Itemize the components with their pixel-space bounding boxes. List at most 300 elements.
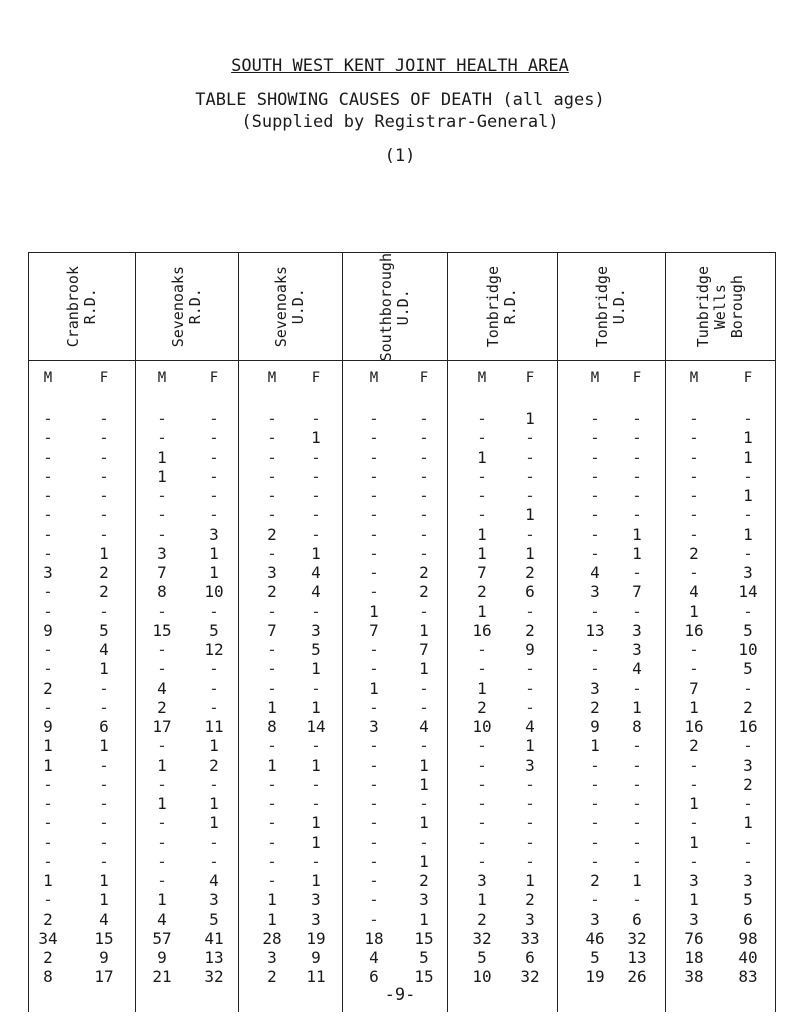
column-divider (135, 252, 136, 1012)
table-cell: 3 (689, 909, 699, 929)
male-label: M (477, 370, 487, 386)
table-cell: - (157, 524, 167, 544)
column-header (665, 258, 775, 356)
table-cell: - (419, 428, 429, 448)
table-cell: - (632, 486, 642, 505)
table-cell: - (477, 505, 487, 525)
table-cell: - (43, 466, 53, 486)
table-cell: 9 (99, 948, 109, 967)
table-cell: 1 (419, 620, 429, 640)
table-cell: - (43, 697, 53, 717)
table-cell: 2 (267, 524, 277, 544)
female-label: F (632, 370, 642, 386)
table-cell: - (743, 736, 753, 756)
table-cell: - (267, 774, 277, 794)
table-cell: 5 (209, 620, 219, 640)
table-cell: 28 (262, 928, 282, 948)
table-cell: - (525, 486, 535, 505)
table-cell: - (209, 697, 219, 717)
table-cell: 8 (43, 967, 53, 987)
table-cell: - (689, 428, 699, 448)
table-cell: - (525, 813, 535, 833)
table-cell: 1 (157, 755, 167, 775)
table-cell: 10 (472, 717, 492, 736)
column-header (28, 258, 135, 356)
table-cell: 4 (99, 640, 109, 659)
table-cell: - (311, 851, 321, 871)
table-cell: - (525, 601, 535, 621)
table-cell: 26 (627, 967, 647, 987)
table-cell: - (43, 851, 53, 871)
data-source-note: (Supplied by Registrar-General) (241, 112, 559, 132)
table-cell: 4 (689, 582, 699, 602)
table-cell: - (419, 447, 429, 467)
table-cell: - (43, 640, 53, 659)
table-cell: 16 (684, 620, 704, 640)
table-cell: 8 (267, 717, 277, 736)
table-cell: 7 (689, 678, 699, 698)
table-cell: - (369, 755, 379, 775)
table-cell: 3 (477, 871, 487, 890)
table-cell: 1 (311, 813, 321, 833)
table-cell: 3 (267, 563, 277, 582)
column-header (557, 258, 665, 356)
table-cell: - (590, 428, 600, 448)
table-cell: 1 (43, 871, 53, 890)
table-cell: 98 (738, 928, 758, 948)
table-cell: - (743, 409, 753, 428)
table-cell: 6 (525, 948, 535, 967)
table-subtitle: TABLE SHOWING CAUSES OF DEATH (all ages) (195, 90, 605, 110)
table-cell: 5 (99, 620, 109, 640)
table-cell: - (632, 409, 642, 428)
table-cell: - (689, 505, 699, 525)
table-cell: 3 (267, 948, 277, 967)
table-cell: - (632, 736, 642, 756)
table-cell: 7 (632, 582, 642, 602)
table-cell: - (311, 524, 321, 544)
table-cell: 1 (369, 601, 379, 621)
table-cell: 3 (590, 582, 600, 602)
table-cell: - (43, 447, 53, 467)
table-cell: - (209, 774, 219, 794)
table-cell: 1 (157, 447, 167, 467)
table-cell: 2 (99, 582, 109, 602)
table-cell: - (632, 428, 642, 448)
column-header-label: Tunbridge Wells Borough (693, 266, 746, 348)
table-cell: - (157, 486, 167, 505)
table-cell: - (157, 851, 167, 871)
table-cell: 5 (743, 890, 753, 910)
table-cell: - (157, 736, 167, 756)
table-cell: - (419, 524, 429, 544)
table-cell: 83 (738, 967, 758, 987)
column-header-label: Sevenoaks U.D. (272, 266, 307, 348)
table-cell: 1 (43, 736, 53, 756)
table-cell: - (311, 736, 321, 756)
table-cell: 1 (209, 813, 219, 833)
table-cell: - (632, 794, 642, 813)
page-title: SOUTH WEST KENT JOINT HEALTH AREA (231, 56, 569, 76)
table-cell: 2 (689, 543, 699, 563)
table-cell: - (419, 794, 429, 813)
table-cell: - (99, 466, 109, 486)
table-cell: - (157, 601, 167, 621)
table-cell: 1 (267, 909, 277, 929)
column-divider (665, 252, 666, 1012)
table-cell: - (477, 794, 487, 813)
table-cell: 1 (419, 909, 429, 929)
table-cell: - (689, 466, 699, 486)
male-label: M (157, 370, 167, 386)
table-cell: 2 (209, 755, 219, 775)
table-cell: - (477, 755, 487, 775)
table-cell: - (209, 466, 219, 486)
table-cell: - (632, 755, 642, 775)
table-cell: 1 (419, 851, 429, 871)
table-cell: 4 (157, 678, 167, 698)
table-cell: - (369, 428, 379, 448)
table-cell: 1 (743, 447, 753, 467)
table-cell: - (157, 505, 167, 525)
table-cell: 1 (157, 466, 167, 486)
table-cell: 6 (632, 909, 642, 929)
table-cell: - (369, 851, 379, 871)
table-cell: 17 (94, 967, 114, 987)
table-cell: 2 (525, 890, 535, 910)
table-cell: 1 (743, 428, 753, 448)
table-cell: - (590, 601, 600, 621)
female-label: F (419, 370, 429, 386)
table-cell: 1 (99, 871, 109, 890)
table-cell: - (369, 505, 379, 525)
table-cell: - (525, 659, 535, 679)
table-cell: - (419, 601, 429, 621)
table-cell: - (632, 813, 642, 833)
table-cell: - (743, 851, 753, 871)
table-cell: - (525, 447, 535, 467)
column-header-label: Tonbridge R.D. (484, 266, 519, 348)
table-cell: - (267, 851, 277, 871)
table-cell: - (267, 871, 277, 890)
table-cell: 4 (311, 582, 321, 602)
table-cell: 16 (472, 620, 492, 640)
table-cell: 1 (590, 736, 600, 756)
table-cell: 1 (419, 755, 429, 775)
table-cell: - (689, 659, 699, 679)
table-cell: 5 (743, 620, 753, 640)
table-cell: - (311, 409, 321, 428)
table-cell: 1 (311, 659, 321, 679)
table-cell: 1 (632, 871, 642, 890)
table-cell: 1 (477, 524, 487, 544)
table-cell: - (743, 543, 753, 563)
female-label: F (99, 370, 109, 386)
table-cell: - (369, 871, 379, 890)
table-cell: - (43, 890, 53, 910)
table-cell: 3 (743, 871, 753, 890)
table-cell: - (632, 890, 642, 910)
table-cell: - (369, 409, 379, 428)
table-cell: - (209, 832, 219, 852)
table-cell: - (311, 678, 321, 698)
table-cell: - (369, 486, 379, 505)
column-header-label: Tonbridge U.D. (593, 266, 628, 348)
table-cell: 1 (311, 697, 321, 717)
table-cell: 3 (525, 755, 535, 775)
table-cell: - (267, 428, 277, 448)
table-cell: 1 (99, 543, 109, 563)
table-cell: 4 (632, 659, 642, 679)
table-cell: 1 (43, 755, 53, 775)
table-cell: 1 (419, 813, 429, 833)
column-header (447, 258, 557, 356)
table-cell: - (525, 678, 535, 698)
table-cell: - (689, 851, 699, 871)
table-cell: 4 (99, 909, 109, 929)
table-cell: - (632, 505, 642, 525)
table-cell: - (525, 428, 535, 448)
table-cell: - (43, 659, 53, 679)
table-cell: 16 (684, 717, 704, 736)
table-cell: 2 (157, 697, 167, 717)
table-cell: - (590, 794, 600, 813)
table-cell: - (209, 447, 219, 467)
table-cell: - (689, 524, 699, 544)
table-cell: - (209, 601, 219, 621)
table-cell: - (267, 466, 277, 486)
table-cell: - (689, 447, 699, 467)
table-cell: 1 (689, 890, 699, 910)
table-cell: - (369, 543, 379, 563)
table-cell: - (590, 505, 600, 525)
table-cell: 2 (689, 736, 699, 756)
male-label: M (369, 370, 379, 386)
table-cell: 2 (419, 563, 429, 582)
table-cell: 3 (311, 909, 321, 929)
table-cell: 1 (477, 447, 487, 467)
table-cell: - (689, 409, 699, 428)
table-cell: - (267, 505, 277, 525)
table-cell: 4 (209, 871, 219, 890)
table-cell: - (99, 851, 109, 871)
table-cell: 1 (209, 543, 219, 563)
table-cell: 4 (157, 909, 167, 929)
table-cell: - (525, 794, 535, 813)
table-cell: - (525, 697, 535, 717)
table-cell: 11 (204, 717, 224, 736)
table-cell: 7 (267, 620, 277, 640)
table-cell: - (477, 659, 487, 679)
table-cell: 10 (204, 582, 224, 602)
table-cell: - (590, 486, 600, 505)
table-cell: - (477, 774, 487, 794)
table-cell: - (43, 505, 53, 525)
table-cell: - (43, 813, 53, 833)
table-cell: 1 (525, 543, 535, 563)
table-cell: - (419, 486, 429, 505)
table-cell: - (477, 851, 487, 871)
table-cell: 1 (632, 697, 642, 717)
table-cell: - (590, 543, 600, 563)
table-cell: - (369, 794, 379, 813)
table-cell: 1 (419, 659, 429, 679)
table-cell: 1 (99, 736, 109, 756)
table-cell: - (477, 428, 487, 448)
table-cell: - (209, 409, 219, 428)
column-divider (447, 252, 448, 1012)
table-cell: - (99, 486, 109, 505)
table-cell: - (419, 678, 429, 698)
part-number: (1) (384, 146, 416, 166)
table-cell: - (525, 774, 535, 794)
table-cell: 34 (38, 928, 58, 948)
table-cell: 5 (590, 948, 600, 967)
table-cell: - (99, 678, 109, 698)
column-divider (775, 252, 776, 1012)
column-divider (557, 252, 558, 1012)
table-cell: - (369, 524, 379, 544)
table-cell: - (43, 832, 53, 852)
table-cell: 1 (267, 890, 277, 910)
table-cell: 3 (43, 563, 53, 582)
table-cell: 2 (99, 563, 109, 582)
table-cell: 1 (632, 524, 642, 544)
table-cell: 2 (525, 563, 535, 582)
table-cell: 1 (525, 409, 535, 428)
column-header (135, 258, 238, 356)
table-cell: - (369, 890, 379, 910)
table-cell: 1 (311, 543, 321, 563)
table-cell: - (369, 563, 379, 582)
table-cell: - (209, 486, 219, 505)
table-cell: - (419, 543, 429, 563)
table-cell: - (99, 813, 109, 833)
table-cell: 1 (477, 678, 487, 698)
table-cell: - (209, 505, 219, 525)
table-cell: - (689, 640, 699, 659)
female-label: F (311, 370, 321, 386)
table-cell: - (743, 678, 753, 698)
table-cell: 6 (369, 967, 379, 987)
table-cell: - (267, 601, 277, 621)
table-cell: - (99, 774, 109, 794)
table-cell: - (267, 813, 277, 833)
table-cell: - (419, 697, 429, 717)
table-cell: - (369, 466, 379, 486)
column-divider (238, 252, 239, 1012)
table-cell: 3 (157, 543, 167, 563)
table-cell: 13 (585, 620, 605, 640)
table-cell: - (590, 813, 600, 833)
table-cell: 2 (267, 967, 277, 987)
table-cell: 2 (43, 948, 53, 967)
table-cell: 3 (590, 678, 600, 698)
table-cell: - (267, 486, 277, 505)
table-cell: 17 (152, 717, 172, 736)
table-cell: 1 (99, 890, 109, 910)
table-cell: - (632, 774, 642, 794)
table-cell: 7 (369, 620, 379, 640)
table-cell: 5 (209, 909, 219, 929)
table-cell: - (157, 832, 167, 852)
table-cell: - (689, 774, 699, 794)
table-cell: - (590, 524, 600, 544)
table-cell: 2 (477, 909, 487, 929)
table-cell: 3 (311, 890, 321, 910)
table-cell: - (267, 409, 277, 428)
table-cell: 5 (743, 659, 753, 679)
table-cell: 7 (157, 563, 167, 582)
table-cell: 2 (43, 909, 53, 929)
table-cell: 1 (209, 736, 219, 756)
table-cell: - (632, 601, 642, 621)
table-cell: 4 (369, 948, 379, 967)
table-cell: 14 (306, 717, 326, 736)
table-cell: - (419, 832, 429, 852)
table-cell: - (743, 832, 753, 852)
table-cell: 15 (414, 967, 434, 987)
table-cell: - (369, 813, 379, 833)
table-cell: 6 (743, 909, 753, 929)
table-cell: 15 (94, 928, 114, 948)
table-cell: - (157, 409, 167, 428)
table-cell: - (369, 447, 379, 467)
table-cell: 4 (311, 563, 321, 582)
table-cell: - (590, 832, 600, 852)
table-cell: 18 (364, 928, 384, 948)
table-cell: - (369, 736, 379, 756)
table-cell: - (43, 774, 53, 794)
table-cell: - (477, 466, 487, 486)
table-cell: 5 (419, 948, 429, 967)
table-cell: 38 (684, 967, 704, 987)
table-cell: - (43, 601, 53, 621)
table-cell: 32 (204, 967, 224, 987)
table-cell: 4 (590, 563, 600, 582)
table-cell: - (419, 466, 429, 486)
table-cell: - (311, 794, 321, 813)
table-cell: - (43, 794, 53, 813)
table-cell: - (311, 447, 321, 467)
table-cell: 8 (632, 717, 642, 736)
table-cell: 1 (689, 601, 699, 621)
table-cell: 32 (627, 928, 647, 948)
table-cell: - (267, 447, 277, 467)
table-cell: 18 (684, 948, 704, 967)
table-cell: - (311, 505, 321, 525)
table-cell: - (311, 486, 321, 505)
table-cell: - (590, 466, 600, 486)
table-cell: - (267, 543, 277, 563)
table-cell: - (267, 794, 277, 813)
table-cell: 1 (157, 794, 167, 813)
table-cell: 1 (525, 871, 535, 890)
table-cell: - (525, 851, 535, 871)
table-cell: 11 (306, 967, 326, 987)
table-cell: 9 (43, 620, 53, 640)
table-cell: - (43, 486, 53, 505)
table-cell: 2 (525, 620, 535, 640)
table-cell: - (157, 659, 167, 679)
table-cell: - (157, 871, 167, 890)
table-cell: 2 (43, 678, 53, 698)
table-cell: 4 (419, 717, 429, 736)
table-cell: - (477, 832, 487, 852)
table-cell: 9 (157, 948, 167, 967)
table-cell: 1 (743, 524, 753, 544)
table-cell: 46 (585, 928, 605, 948)
